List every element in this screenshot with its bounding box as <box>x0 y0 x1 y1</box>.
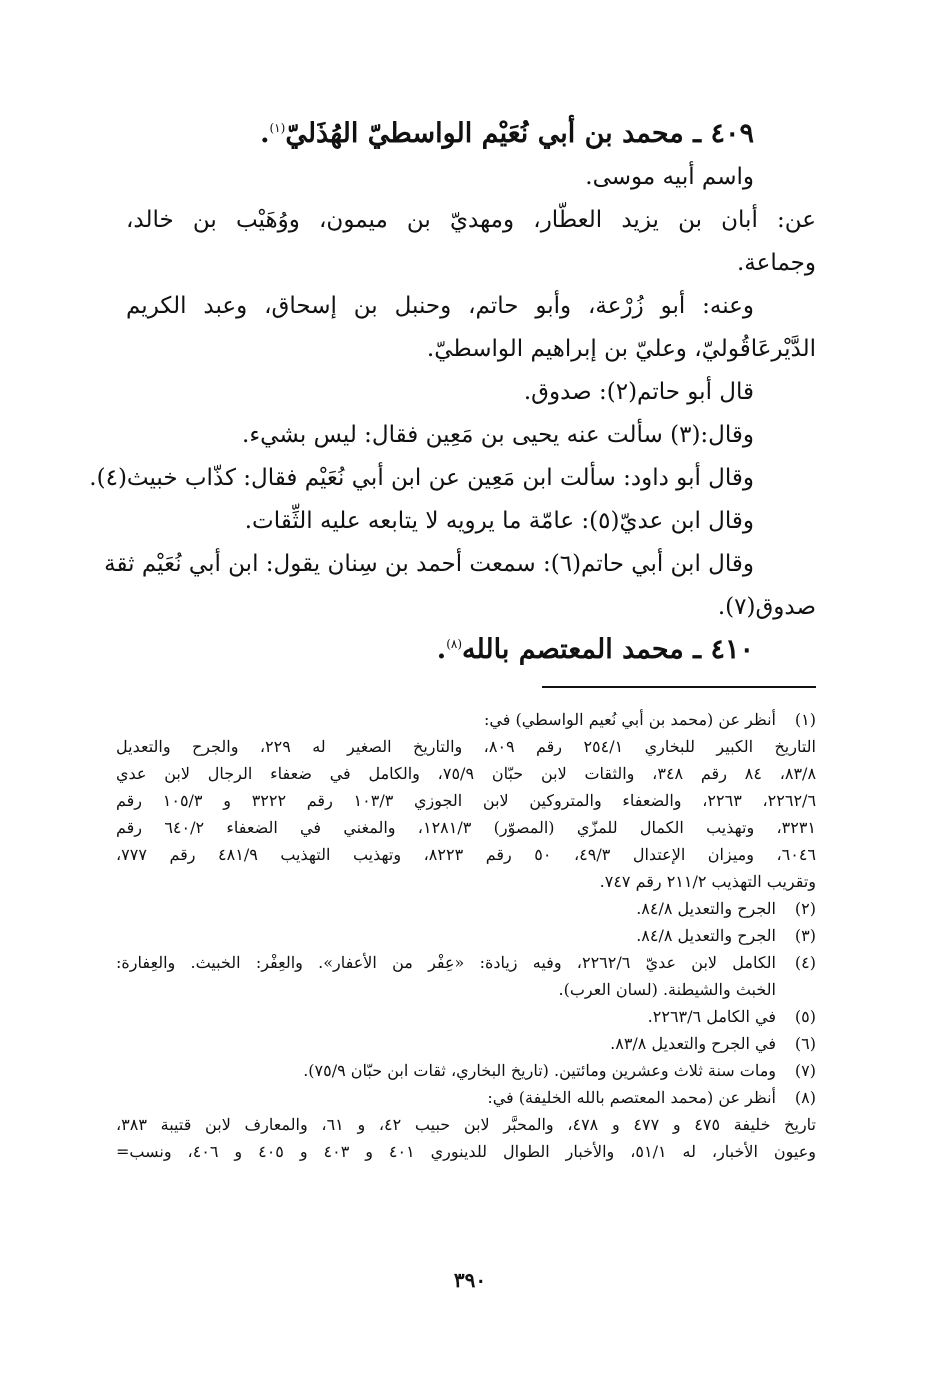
footnote-line: في الكامل ٢٢٦٣/٦. <box>647 1007 776 1026</box>
entry-410-title: ٤١٠ ـ محمد المعتصم بالله <box>462 634 754 665</box>
text-line: الدَّيْرعَاقُوليّ، وعليّ بن إبراهيم الواسطيّ. <box>426 336 816 362</box>
footnote-line: وعيون الأخبار، له ٥١/١، والأخبار الطوال للدينوري ٤٠١ و ٤٠٣ و ٤٠٥ و ٤٠٦، ونسب= <box>116 1142 817 1161</box>
footnote-line: أنظر عن (محمد بن أبي نُعيم الواسطي) في: <box>484 710 776 729</box>
footnote-number: (٤) <box>794 953 816 972</box>
footnote-line: التاريخ الكبير للبخاري ٢٥٤/١ رقم ٨٠٩، والتاريخ الصغير له ٢٢٩، والجرح والتعديل <box>116 737 816 756</box>
footnote-line: ومات سنة ثلاث وعشرين ومائتين. (تاريخ البخاري، ثقات ابن حبّان ٧٥/٩). <box>303 1061 776 1080</box>
footnote-line: أنظر عن (محمد المعتصم بالله الخليفة) في: <box>487 1088 776 1107</box>
footnote-8 <box>116 1084 816 1165</box>
text-line: وقال ابن عديّ(٥): عامّة ما يرويه لا يتابعه عليه الثِّقات. <box>244 508 754 534</box>
footnote-line: ٣٢٣١، وتهذيب الكمال للمزّي (المصوّر) ١٢٨١/٣، والمغني في الضعفاء ٦٤٠/٢ رقم <box>116 818 817 837</box>
footnote-line: ٦٠٤٦، وميزان الإعتدال ٤٩/٣، ٥٠ رقم ٨٢٢٣، وتهذيب التهذيب ٤٨١/٩ رقم ٧٧٧، <box>116 845 817 864</box>
footnote-number: (٣) <box>794 926 816 945</box>
entry-409-title: ٤٠٩ ـ محمد بن أبي نُعَيْم الواسطيّ الهُذَليّ <box>285 118 754 149</box>
footnote-5 <box>116 1003 816 1030</box>
footnote-4 <box>116 949 816 1003</box>
footnote-number: (٢) <box>794 899 816 918</box>
text-line: وجماعة. <box>737 250 816 276</box>
footnote-7 <box>116 1057 816 1084</box>
footnote-line: الجرح والتعديل ٨٤/٨. <box>636 926 776 945</box>
text-line: قال أبو حاتم(٢): صدوق. <box>523 379 754 405</box>
text-line: وعنه: أبو زُرْعة، وأبو حاتم، وحنبل بن إسحاق، وعبد الكريم <box>126 293 754 319</box>
footnote-divider <box>542 686 816 688</box>
entry-410-heading: ٤١٠ ـ محمد المعتصم بالله$^{(٨)}$. <box>436 634 754 665</box>
footnote-3 <box>116 922 816 949</box>
entry-409-heading: ٤٠٩ ـ محمد بن أبي نُعَيْم الواسطيّ الهُذَليّ$^{(١)}$. <box>260 118 754 149</box>
text-line: عن: أبان بن يزيد العطّار، ومهديّ بن ميمون، ووُهَيْب بن خالد، <box>126 207 816 233</box>
footnotes <box>116 706 816 1165</box>
footnote-line: ٢٢٦٢/٦، ٢٢٦٣، والضعفاء والمتروكين لابن الجوزي ١٠٣/٣ رقم ٣٢٢٢ و ١٠٥/٣ رقم <box>116 791 817 810</box>
text-line: وقال ابن أبي حاتم(٦): سمعت أحمد بن سِنان يقول: ابن أبي نُعَيْم ثقة <box>104 551 754 577</box>
footnote-number: (٧) <box>794 1061 816 1080</box>
text-line: وقال:(٣) سألت عنه يحيى بن مَعِين فقال: ليس بشيء. <box>242 422 754 448</box>
footnote-number: (٦) <box>794 1034 816 1053</box>
footnote-2 <box>116 895 816 922</box>
footnote-line: الخبث والشيطنة. (لسان العرب). <box>558 980 776 999</box>
footnote-ref: (٨) <box>446 637 463 651</box>
footnote-number: (٨) <box>794 1088 816 1107</box>
footnote-line: تاريخ خليفة ٤٧٥ و ٤٧٧ و ٤٧٨، والمحبَّر لابن حبيب ٤٢، و ٦١، والمعارف لابن قتيبة ٣٨٣، <box>116 1115 816 1134</box>
footnote-ref: (١) <box>269 121 286 135</box>
footnote-line: ٨٣/٨، ٨٤ رقم ٣٤٨، والثقات لابن حبّان ٧٥/٩، والكامل في ضعفاء الرجال لابن عدي <box>116 764 817 783</box>
page-number: ٣٩٠ <box>453 1268 487 1292</box>
text-line: صدوق(٧). <box>717 594 816 620</box>
footnote-line: الكامل لابن عديّ ٢٢٦٢/٦، وفيه زيادة: «عِفْر من الأعفار». والعِفْر: الخبيث. والعِفارة: <box>116 953 777 972</box>
footnote-1 <box>116 706 816 895</box>
text-line: واسم أبيه موسى. <box>585 164 754 190</box>
footnote-number: (١) <box>794 710 816 729</box>
text-line: وقال أبو داود: سألت ابن مَعِين عن ابن أبي نُعَيْم فقال: كذّاب خبيث(٤). <box>89 465 754 491</box>
footnote-number: (٥) <box>794 1007 816 1026</box>
footnote-6 <box>116 1030 816 1057</box>
footnote-line: في الجرح والتعديل ٨٣/٨. <box>610 1034 776 1053</box>
footnote-line: وتقريب التهذيب ٢١١/٢ رقم ٧٤٧. <box>599 872 816 891</box>
footnote-line: الجرح والتعديل ٨٤/٨. <box>636 899 776 918</box>
entry-409-body <box>89 156 816 629</box>
